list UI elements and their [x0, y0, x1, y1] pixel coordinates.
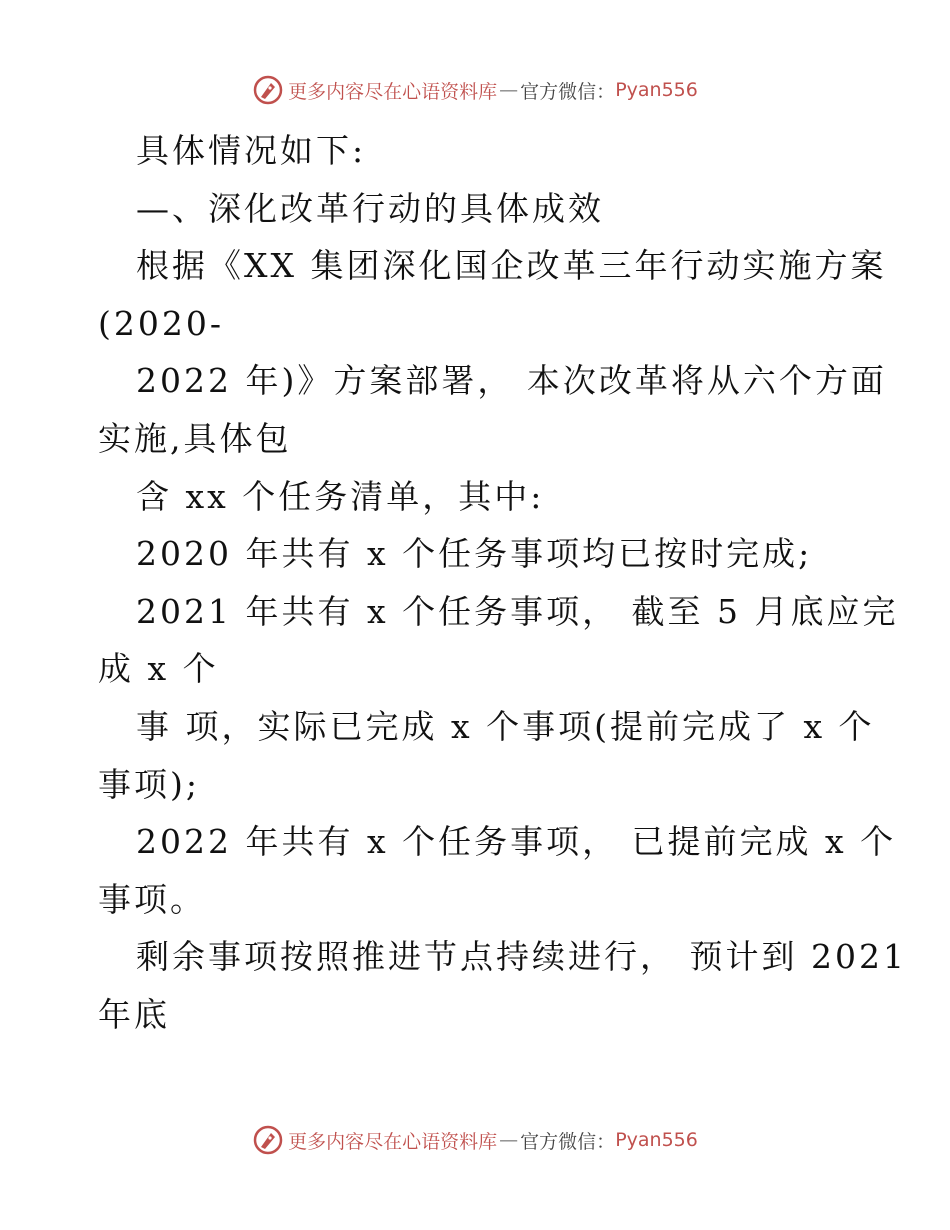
watermark-dash: — [499, 1129, 519, 1151]
text-line: 事项); [98, 764, 200, 804]
watermark-account: Pyan556 [615, 1129, 698, 1151]
text-line: 成 x 个 [98, 649, 219, 689]
text-line: 具体情况如下: [136, 131, 367, 170]
text-line: (2020- [98, 303, 225, 343]
text-line: 2022 年)》方案部署， 本次改革将从六个方面 [136, 361, 887, 401]
document-body [98, 122, 907, 1044]
text-line: 剩余事项按照推进节点持续进行， 预计到 2021 [136, 937, 907, 977]
text-line: 2020 年共有 x 个任务事项均已按时完成; [136, 534, 813, 574]
header-watermark [0, 70, 950, 110]
section-heading: —、深化改革行动的具体成效 [136, 188, 604, 228]
text-line: 2021 年共有 x 个任务事项， 截至 5 月底应完 [136, 591, 899, 631]
text-line: 根据《XX 集团深化国企改革三年行动实施方案 [136, 246, 887, 286]
pen-nib-logo-icon [252, 1124, 284, 1156]
pen-nib-logo-icon [252, 74, 284, 106]
watermark-label: 官方微信： [520, 1130, 616, 1153]
watermark-label: 官方微信： [520, 80, 616, 103]
watermark-site-text: 更多内容尽在心语资料库 [288, 1130, 498, 1153]
watermark-account: Pyan556 [615, 79, 698, 101]
text-line: 含 xx 个任务清单，其中: [136, 476, 545, 516]
text-line: 实施,具体包 [98, 418, 292, 458]
text-line: 事项。 [98, 879, 206, 919]
footer-watermark [0, 1120, 950, 1160]
text-line: 事 项，实际已完成 x 个事项(提前完成了 x 个 [136, 706, 875, 746]
watermark-site-text: 更多内容尽在心语资料库 [288, 80, 498, 103]
text-line: 2022 年共有 x 个任务事项， 已提前完成 x 个 [136, 822, 897, 862]
text-line: 年底 [98, 994, 170, 1034]
watermark-dash: — [499, 79, 519, 101]
